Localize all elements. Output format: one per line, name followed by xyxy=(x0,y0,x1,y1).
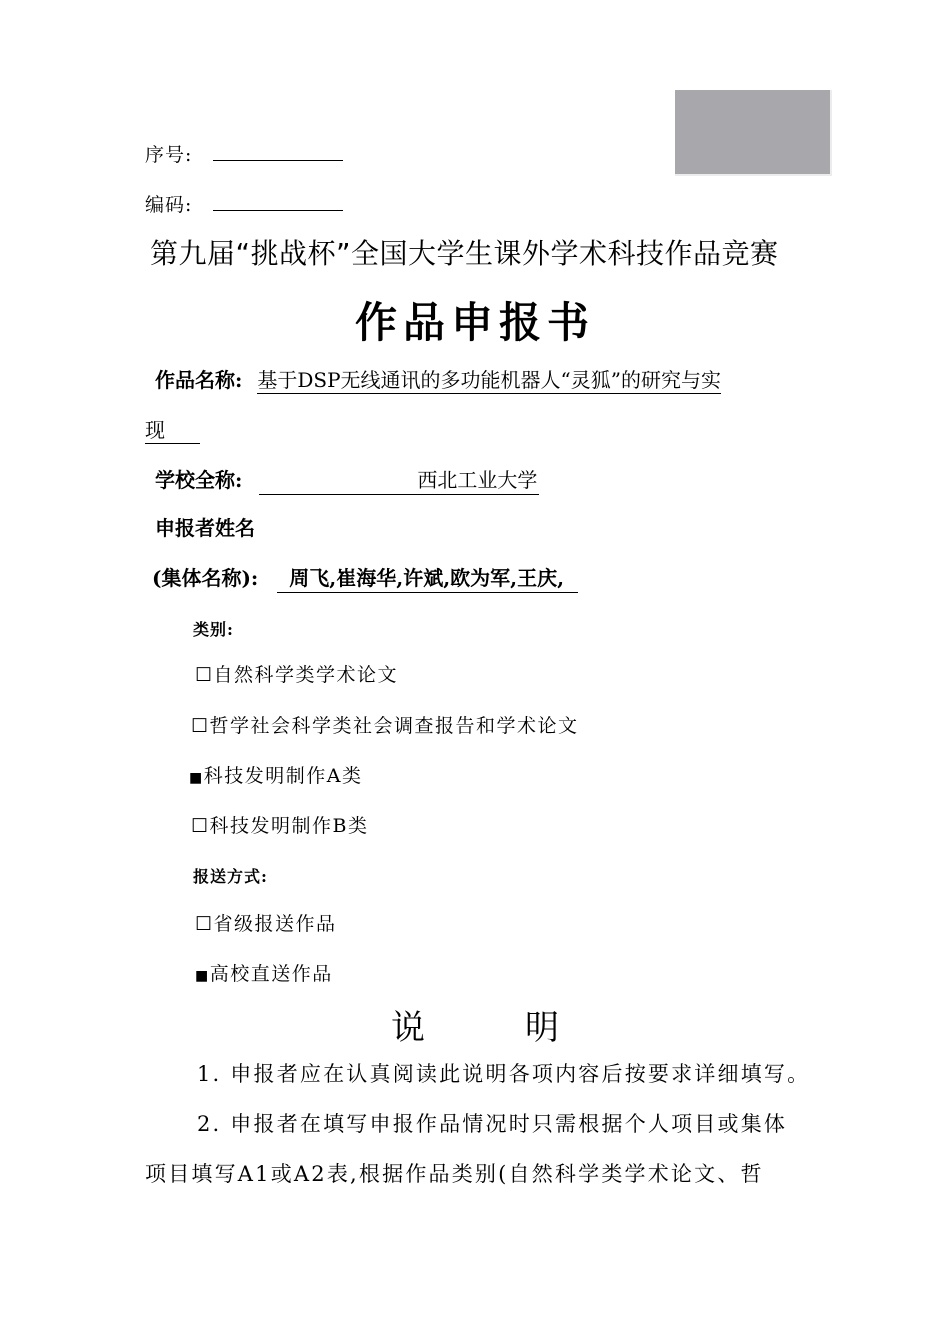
submission-label: 报送方式: xyxy=(193,867,268,886)
work-name-value-cont: 现 xyxy=(145,418,200,444)
option-text: 自然科学类学术论文 xyxy=(213,664,399,686)
instruction-item-2: 2. 申报者在填写申报作品情况时只需根据个人项目或集体 xyxy=(197,1112,788,1136)
option-text: 高校直送作品 xyxy=(209,963,333,985)
heading-char-1: 说 xyxy=(391,1008,425,1048)
school-row xyxy=(155,464,539,495)
category-option-4[interactable] xyxy=(191,811,369,838)
serial-label: 序号: xyxy=(145,144,193,166)
checkbox-icon: ☐ xyxy=(195,664,214,686)
school-label: 学校全称: xyxy=(155,468,243,492)
group-value: 周飞,崔海华,许斌,欧为军,王庆, xyxy=(277,562,578,593)
serial-row xyxy=(145,140,343,167)
submission-option-2[interactable] xyxy=(195,959,333,986)
group-label: (集体名称): xyxy=(152,566,259,590)
heading-char-2: 明 xyxy=(525,1008,559,1048)
category-option-1[interactable] xyxy=(195,660,398,687)
document-title: 作品申报书 xyxy=(354,298,595,347)
code-input[interactable] xyxy=(213,190,343,211)
category-label: 类别: xyxy=(193,620,234,639)
work-name-label: 作品名称: xyxy=(155,368,243,392)
work-name-continued xyxy=(145,414,200,443)
applicant-label: 申报者姓名 xyxy=(155,516,255,540)
code-label: 编码: xyxy=(145,194,193,216)
checkbox-icon: ☐ xyxy=(195,913,214,935)
category-option-3[interactable] xyxy=(189,761,362,788)
option-text: 科技发明制作B类 xyxy=(209,815,369,837)
category-option-2[interactable] xyxy=(191,711,579,738)
work-name-value: 基于DSP无线通讯的多功能机器人“灵狐”的研究与实 xyxy=(257,368,722,392)
checked-box-icon: ■ xyxy=(195,968,210,984)
work-name-row xyxy=(155,364,721,393)
photo-placeholder xyxy=(675,90,832,176)
option-text: 省级报送作品 xyxy=(213,913,337,935)
instruction-item-1: 1. 申报者应在认真阅读此说明各项内容后按要求详细填写。 xyxy=(197,1062,811,1086)
option-text: 科技发明制作A类 xyxy=(203,765,363,787)
instructions-heading xyxy=(0,1000,950,1049)
group-row xyxy=(152,562,578,593)
serial-input[interactable] xyxy=(213,140,343,161)
checkbox-icon: ☐ xyxy=(191,815,210,837)
code-row xyxy=(145,190,343,217)
school-value: 西北工业大学 xyxy=(259,464,539,495)
option-text: 哲学社会科学类社会调查报告和学术论文 xyxy=(209,715,579,737)
checkbox-icon: ☐ xyxy=(191,715,210,737)
checked-box-icon: ■ xyxy=(189,770,204,786)
submission-option-1[interactable] xyxy=(195,909,337,936)
competition-title: 第九届“挑战杯”全国大学生课外学术科技作品竞赛 xyxy=(150,237,779,270)
instruction-item-2-cont: 项目填写A1或A2表,根据作品类别(自然科学类学术论文、哲 xyxy=(145,1162,764,1186)
